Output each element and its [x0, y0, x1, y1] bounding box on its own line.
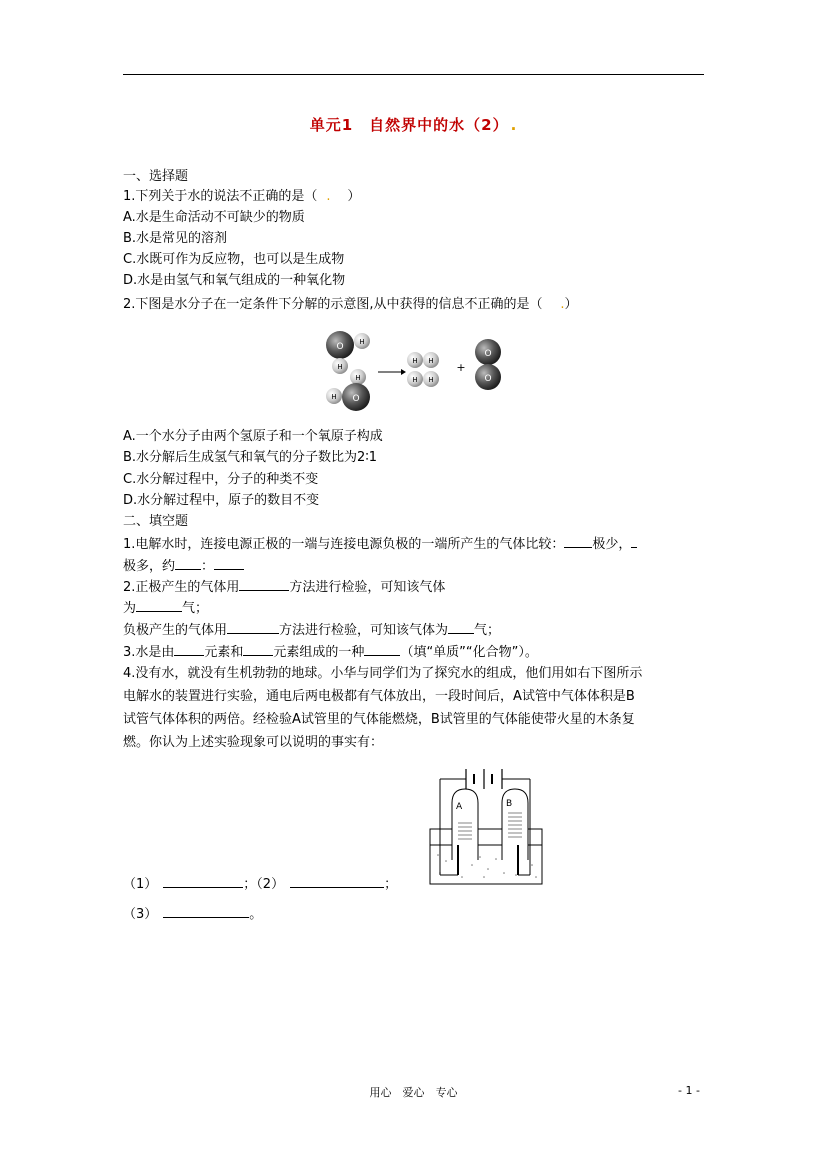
- answer-blank[interactable]: [631, 535, 637, 548]
- atom-label: H: [359, 338, 365, 346]
- atom-label: H: [412, 357, 418, 365]
- header-rule: [123, 74, 704, 75]
- tube-b-label: B: [506, 799, 513, 809]
- fill-question-4-line-2: 电解水的装置进行实验，通电后两电极都有气体放出，一段时间后，A试管中气体体积是B: [123, 689, 635, 704]
- fill-question-4-line-3: 试管气体体积的两倍。经检验A试管里的气体能燃烧，B试管里的气体能使带火星的木条复: [123, 712, 635, 727]
- answer-blank[interactable]: [448, 621, 474, 634]
- question-1-option-c: C.水既可作为反应物，也可以是生成物: [123, 252, 345, 267]
- answer-blank[interactable]: [227, 621, 279, 634]
- answer-blank[interactable]: [290, 875, 384, 888]
- test-tube-a: [452, 789, 478, 860]
- question-1-option-b: B.水是常见的溶剂: [123, 231, 228, 246]
- answer-line-2: （3） 。: [123, 907, 263, 922]
- question-1-stem: 1.下列关于水的说法不正确的是（ . ）: [123, 189, 361, 204]
- hydrogen-molecule: [407, 371, 439, 387]
- atom-label: H: [428, 357, 434, 365]
- atom-label: H: [428, 376, 434, 384]
- question-2-stem: 2.下图是水分子在一定条件下分解的示意图,从中获得的信息不正确的是（ .）: [123, 297, 578, 312]
- question-2-option-a: A.一个水分子由两个氢原子和一个氧原子构成: [123, 429, 383, 444]
- answer-line-1: （1） ；（2） ；: [123, 877, 398, 892]
- question-1-option-a: A.水是生命活动不可缺少的物质: [123, 210, 305, 225]
- page-title: 单元1 自然界中的水（2） .: [309, 116, 518, 134]
- hydrogen-molecule: [407, 352, 439, 368]
- fill-question-4-line-1: 4.没有水，就没有生机勃勃的地球。小华与同学们为了探究水的组成，他们用如右下图所示: [123, 666, 643, 681]
- question-1-option-d: D.水是由氢气和氧气组成的一种氧化物: [123, 273, 346, 288]
- atom-label: H: [331, 393, 337, 401]
- answer-blank[interactable]: [163, 905, 249, 918]
- answer-blank[interactable]: [239, 578, 289, 591]
- question-2-option-b: B.水分解后生成氢气和氧气的分子数比为2∶1: [123, 450, 377, 465]
- answer-blank[interactable]: [174, 643, 204, 656]
- atom-label: O: [336, 342, 344, 352]
- answer-blank[interactable]: [564, 535, 592, 548]
- answer-blank[interactable]: [175, 557, 201, 570]
- plus-sign: +: [456, 361, 466, 374]
- atom-label: H: [355, 374, 361, 382]
- atom-label: O: [352, 394, 360, 404]
- fill-question-2-cont: 为 气；: [123, 601, 209, 616]
- answer-blank[interactable]: [214, 557, 244, 570]
- water-molecule: [326, 331, 370, 374]
- answer-blank[interactable]: [243, 643, 273, 656]
- answer-blank[interactable]: [163, 875, 243, 888]
- atom-label: H: [337, 363, 343, 371]
- page-footer: 用心 爱心 专心: [369, 1086, 458, 1099]
- oxygen-molecule: [475, 339, 501, 390]
- question-2-option-c: C.水分解过程中，分子的种类不变: [123, 472, 319, 487]
- fill-question-2: 2.正极产生的气体用 方法进行检验，可知该气体: [123, 580, 446, 595]
- atom-label: H: [412, 376, 418, 384]
- fill-question-3: 3.水是由 元素和 元素组成的一种 （填“单质”“化合物”）。: [123, 645, 538, 660]
- arrow-head: [401, 369, 406, 375]
- water-decomposition-diagram: [318, 327, 518, 415]
- fill-question-2-negative: 负极产生的气体用 方法进行检验，可知该气体为 气；: [123, 623, 501, 638]
- atom-label: O: [484, 349, 492, 359]
- answer-blank[interactable]: [136, 599, 182, 612]
- atom-label: O: [484, 374, 492, 384]
- fill-question-1: 1.电解水时，连接电源正极的一端与连接电源负极的一端所产生的气体比较： 极少，: [123, 535, 637, 554]
- page-number: - 1 -: [678, 1084, 700, 1097]
- fill-question-4-line-4: 燃。你认为上述实验现象可以说明的事实有：: [123, 735, 384, 750]
- electrolysis-apparatus: [428, 765, 546, 887]
- water-molecule: [326, 369, 370, 411]
- answer-blank[interactable]: [364, 643, 400, 656]
- section-heading-choice: 一、选择题: [123, 169, 189, 184]
- tube-a-label: A: [456, 802, 463, 812]
- question-2-option-d: D.水分解过程中，原子的数目不变: [123, 493, 320, 508]
- section-heading-fill: 二、填空题: [123, 514, 189, 529]
- fill-question-1-cont: 极多，约 ：: [123, 557, 244, 576]
